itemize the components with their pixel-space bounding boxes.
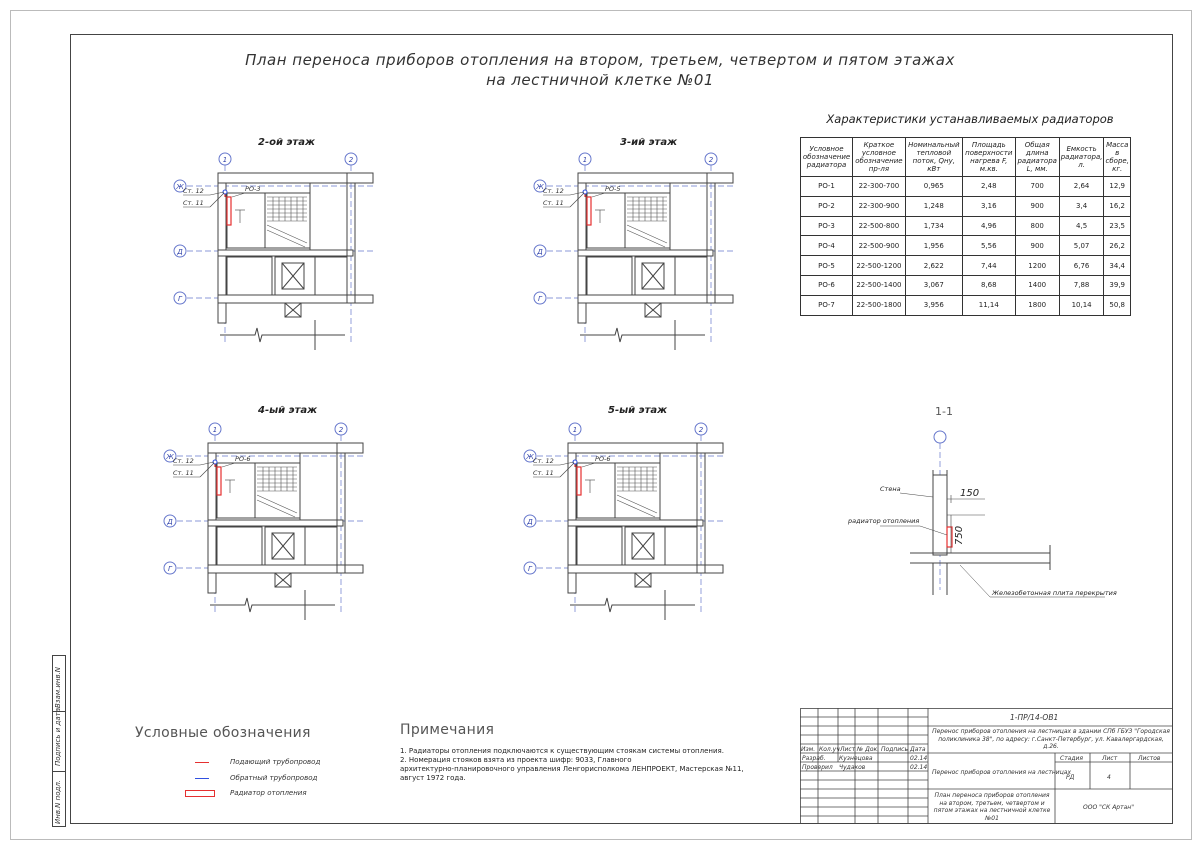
side-stamp bbox=[52, 655, 66, 827]
radiator-cell: 22-500-800 bbox=[853, 216, 906, 236]
axis-g-label: Г bbox=[168, 565, 172, 573]
stamp-name-1: Кузнецова bbox=[839, 755, 873, 762]
note-line: август 1972 года. bbox=[400, 774, 466, 782]
radiator-cell: 10,14 bbox=[1059, 295, 1104, 315]
note-line: 2. Номерация стояков взята из проекта шифр: 9033, Главного bbox=[400, 756, 632, 764]
stamp-date-2: 02.14 bbox=[910, 764, 928, 771]
radiator-cell: 1800 bbox=[1015, 295, 1059, 315]
axis-d-label: Д bbox=[527, 518, 533, 526]
radiator-col-header: Масса в сборе, кг. bbox=[1104, 138, 1131, 177]
side-vzam-label: Взам.инв.N bbox=[54, 666, 62, 708]
floor-plan-drawing bbox=[165, 135, 395, 365]
stamp-object: Перенос приборов отопления на лестницах в здании СПб ГБУЗ "Городская поликлиника 38", по адресу: г.Санкт-Петербург, ул. Кавалергардская, д.26. bbox=[932, 728, 1170, 750]
stamp-sheets-header: Листов bbox=[1138, 755, 1161, 762]
legend-return-label: Обратный трубопровод bbox=[230, 774, 318, 782]
radiator-swatch bbox=[185, 790, 215, 797]
floor-plan-4 bbox=[155, 405, 385, 639]
radiator-cell: 12,9 bbox=[1104, 177, 1131, 197]
radiator-cell: 3,956 bbox=[905, 295, 962, 315]
title-line-2: на лестничной клетке №01 bbox=[486, 71, 714, 89]
stamp-col-list: Лист bbox=[840, 746, 856, 753]
radiator-cell: 4,96 bbox=[962, 216, 1015, 236]
axis-d-label: Д bbox=[537, 248, 543, 256]
axis-g-label: Г bbox=[528, 565, 532, 573]
radiator-cell: 22-500-900 bbox=[853, 236, 906, 256]
floor-title-4: 4-ый этаж bbox=[258, 405, 318, 416]
riser-11-label: Ст. 11 bbox=[543, 199, 564, 207]
riser-12-label: Ст. 12 bbox=[533, 457, 554, 465]
radiator-cell: 2,622 bbox=[905, 256, 962, 276]
axis-2-label: 2 bbox=[708, 156, 714, 164]
radiator-cell: 8,68 bbox=[962, 275, 1015, 295]
radiator-cell: 22-500-1800 bbox=[853, 295, 906, 315]
radiator-row bbox=[801, 256, 1131, 276]
section-drawing bbox=[840, 425, 1120, 605]
floor-plan-3 bbox=[525, 135, 755, 369]
radiator-cell: 1,956 bbox=[905, 236, 962, 256]
radiator-cell: 1,248 bbox=[905, 196, 962, 216]
section-dim-750: 750 bbox=[954, 525, 965, 545]
radiator-col-header: Условное обозначение радиатора bbox=[801, 138, 853, 177]
floor-plan-drawing bbox=[525, 135, 755, 365]
axis-d-label: Д bbox=[167, 518, 173, 526]
radiator-row bbox=[801, 275, 1131, 295]
radiator-cell: 23,5 bbox=[1104, 216, 1131, 236]
axis-1-label: 1 bbox=[572, 426, 578, 434]
axis-2-label: 2 bbox=[698, 426, 704, 434]
axis-zh-label: Ж bbox=[536, 183, 544, 191]
stamp-drawing-name: План переноса приборов отопления на втором, третьем, четвертом и пятом этажах на лестничной клетке №01 bbox=[933, 792, 1051, 822]
radiator-cell: РО-3 bbox=[801, 216, 853, 236]
radiator-cell: 3,067 bbox=[905, 275, 962, 295]
legend-radiator-label: Радиатор отопления bbox=[230, 789, 307, 797]
radiator-row bbox=[801, 236, 1131, 256]
section-wall-label: Стена bbox=[880, 485, 901, 493]
stamp-name-2: Чудаков bbox=[839, 764, 866, 771]
floor-plan-5 bbox=[515, 405, 745, 639]
radiator-cell: 16,2 bbox=[1104, 196, 1131, 216]
section-dim-150: 150 bbox=[960, 488, 980, 499]
riser-11-label: Ст. 11 bbox=[533, 469, 554, 477]
title-line-1: План переноса приборов отопления на втором, третьем, четвертом и пятом этажах bbox=[245, 51, 955, 69]
stamp-role-1: Разраб. bbox=[802, 755, 826, 762]
axis-g-label: Г bbox=[538, 295, 542, 303]
riser-11-label: Ст. 11 bbox=[183, 199, 204, 207]
axis-2-label: 2 bbox=[348, 156, 354, 164]
radiator-cell: 2,64 bbox=[1059, 177, 1104, 197]
radiator-cell: 800 bbox=[1015, 216, 1059, 236]
stamp-col-kol: Кол.уч bbox=[819, 746, 840, 753]
riser-12-label: Ст. 12 bbox=[183, 187, 204, 195]
stamp-sheet-header: Лист bbox=[1102, 755, 1118, 762]
section-label: 1-1 bbox=[935, 405, 953, 418]
radiator-cell: 7,44 bbox=[962, 256, 1015, 276]
stamp-col-date: Дата bbox=[910, 746, 926, 753]
stamp-section-name: Перенос приборов отопления на лестницах bbox=[932, 769, 1072, 776]
axis-zh-label: Ж bbox=[526, 453, 534, 461]
radiator-cell: 7,88 bbox=[1059, 275, 1104, 295]
return-pipe-swatch bbox=[195, 778, 209, 779]
radiator-cell: РО-7 bbox=[801, 295, 853, 315]
radiator-cell: РО-5 bbox=[801, 256, 853, 276]
legend-title: Условные обозначения bbox=[135, 725, 311, 741]
section-slab-label: Железобетонная плита перекрытия bbox=[992, 589, 1117, 597]
radiator-table-body bbox=[801, 177, 1131, 316]
notes-title: Примечания bbox=[400, 722, 495, 738]
riser-11-label: Ст. 11 bbox=[173, 469, 194, 477]
supply-pipe-swatch bbox=[195, 762, 209, 763]
axis-1-label: 1 bbox=[212, 426, 218, 434]
radiator-cell: РО-4 bbox=[801, 236, 853, 256]
axis-1-label: 1 bbox=[222, 156, 228, 164]
axis-1-label: 1 bbox=[582, 156, 588, 164]
title-block bbox=[800, 708, 1173, 824]
radiator-cell: 22-500-1200 bbox=[853, 256, 906, 276]
radiator-device-label: РО-5 bbox=[605, 185, 621, 193]
radiator-table-title: Характеристики устанавливаемых радиаторов bbox=[826, 112, 1114, 126]
radiator-cell: РО-2 bbox=[801, 196, 853, 216]
radiator-cell: 1400 bbox=[1015, 275, 1059, 295]
floor-title-5: 5-ый этаж bbox=[608, 405, 668, 416]
radiator-row bbox=[801, 216, 1131, 236]
floor-plan-2 bbox=[165, 135, 395, 369]
stamp-col-sign: Подпись bbox=[881, 746, 908, 753]
radiator-cell: 6,76 bbox=[1059, 256, 1104, 276]
radiator-table bbox=[800, 137, 1131, 316]
stamp-stage-header: Стадия bbox=[1060, 755, 1084, 762]
radiator-cell: 22-300-700 bbox=[853, 177, 906, 197]
axis-zh-label: Ж bbox=[166, 453, 174, 461]
note-line: 1. Радиаторы отопления подключаются к существующим стоякам системы отопления. bbox=[400, 747, 724, 755]
floor-title-2: 2-ой этаж bbox=[258, 137, 315, 148]
radiator-cell: 5,07 bbox=[1059, 236, 1104, 256]
radiator-device-label: РО-6 bbox=[235, 455, 251, 463]
stamp-stage: РД bbox=[1066, 774, 1075, 781]
radiator-cell: РО-1 bbox=[801, 177, 853, 197]
radiator-cell: 900 bbox=[1015, 196, 1059, 216]
riser-12-label: Ст. 12 bbox=[543, 187, 564, 195]
floor-title-3: 3-ий этаж bbox=[620, 137, 678, 148]
radiator-cell: 22-500-1400 bbox=[853, 275, 906, 295]
radiator-col-header: Площадь поверхности нагрева F, м.кв. bbox=[962, 138, 1015, 177]
radiator-cell: РО-6 bbox=[801, 275, 853, 295]
stamp-code: 1-ПР/14-ОВ1 bbox=[1010, 713, 1059, 722]
radiator-table-header bbox=[801, 138, 1131, 177]
notes-body bbox=[400, 747, 780, 783]
axis-2-label: 2 bbox=[338, 426, 344, 434]
stamp-date-1: 02.14 bbox=[910, 755, 928, 762]
legend-supply-label: Подающий трубопровод bbox=[230, 758, 321, 766]
radiator-row bbox=[801, 196, 1131, 216]
radiator-row bbox=[801, 295, 1131, 315]
drawing-title bbox=[200, 50, 1000, 90]
floor-plan-drawing bbox=[515, 405, 745, 635]
radiator-col-header: Емкость радиатора, л. bbox=[1059, 138, 1104, 177]
note-line: архитектурно-планировочного управления Ленгорисполкома ЛЕНПРОЕКТ, Мастерская №11, bbox=[400, 765, 744, 773]
section-radiator-label: радиатор отопления bbox=[848, 517, 920, 525]
radiator-device-label: РО-6 bbox=[595, 455, 611, 463]
radiator-cell: 1200 bbox=[1015, 256, 1059, 276]
radiator-cell: 1,734 bbox=[905, 216, 962, 236]
side-inv-label: Инв.N подл. bbox=[54, 779, 62, 824]
radiator-cell: 39,9 bbox=[1104, 275, 1131, 295]
radiator-cell: 2,48 bbox=[962, 177, 1015, 197]
radiator-cell: 900 bbox=[1015, 236, 1059, 256]
radiator-col-header: Общая длина радиатора L, мм. bbox=[1015, 138, 1059, 177]
radiator-col-header: Номинальный тепловой поток, Qну, кВт bbox=[905, 138, 962, 177]
axis-zh-label: Ж bbox=[176, 183, 184, 191]
stamp-col-doc: № Док. bbox=[857, 746, 880, 753]
radiator-cell: 34,4 bbox=[1104, 256, 1131, 276]
radiator-device-label: РО-3 bbox=[245, 185, 261, 193]
axis-g-label: Г bbox=[178, 295, 182, 303]
riser-12-label: Ст. 12 bbox=[173, 457, 194, 465]
stamp-sheet: 4 bbox=[1107, 774, 1111, 781]
radiator-cell: 26,2 bbox=[1104, 236, 1131, 256]
radiator-cell: 50,8 bbox=[1104, 295, 1131, 315]
axis-d-label: Д bbox=[177, 248, 183, 256]
radiator-row bbox=[801, 177, 1131, 197]
radiator-cell: 11,14 bbox=[962, 295, 1015, 315]
side-sign-label: Подпись и дата bbox=[54, 708, 62, 766]
radiator-cell: 3,4 bbox=[1059, 196, 1104, 216]
stamp-company: ООО "СК Артан" bbox=[1083, 804, 1134, 811]
radiator-cell: 5,56 bbox=[962, 236, 1015, 256]
radiator-cell: 22-300-900 bbox=[853, 196, 906, 216]
stamp-col-izm: Изм. bbox=[801, 746, 816, 753]
floor-plan-drawing bbox=[155, 405, 385, 635]
radiator-cell: 3,16 bbox=[962, 196, 1015, 216]
radiator-col-header: Краткое условное обозначение пр-ля bbox=[853, 138, 906, 177]
radiator-cell: 0,965 bbox=[905, 177, 962, 197]
radiator-cell: 700 bbox=[1015, 177, 1059, 197]
stamp-role-2: Проверил bbox=[802, 764, 833, 771]
radiator-cell: 4,5 bbox=[1059, 216, 1104, 236]
